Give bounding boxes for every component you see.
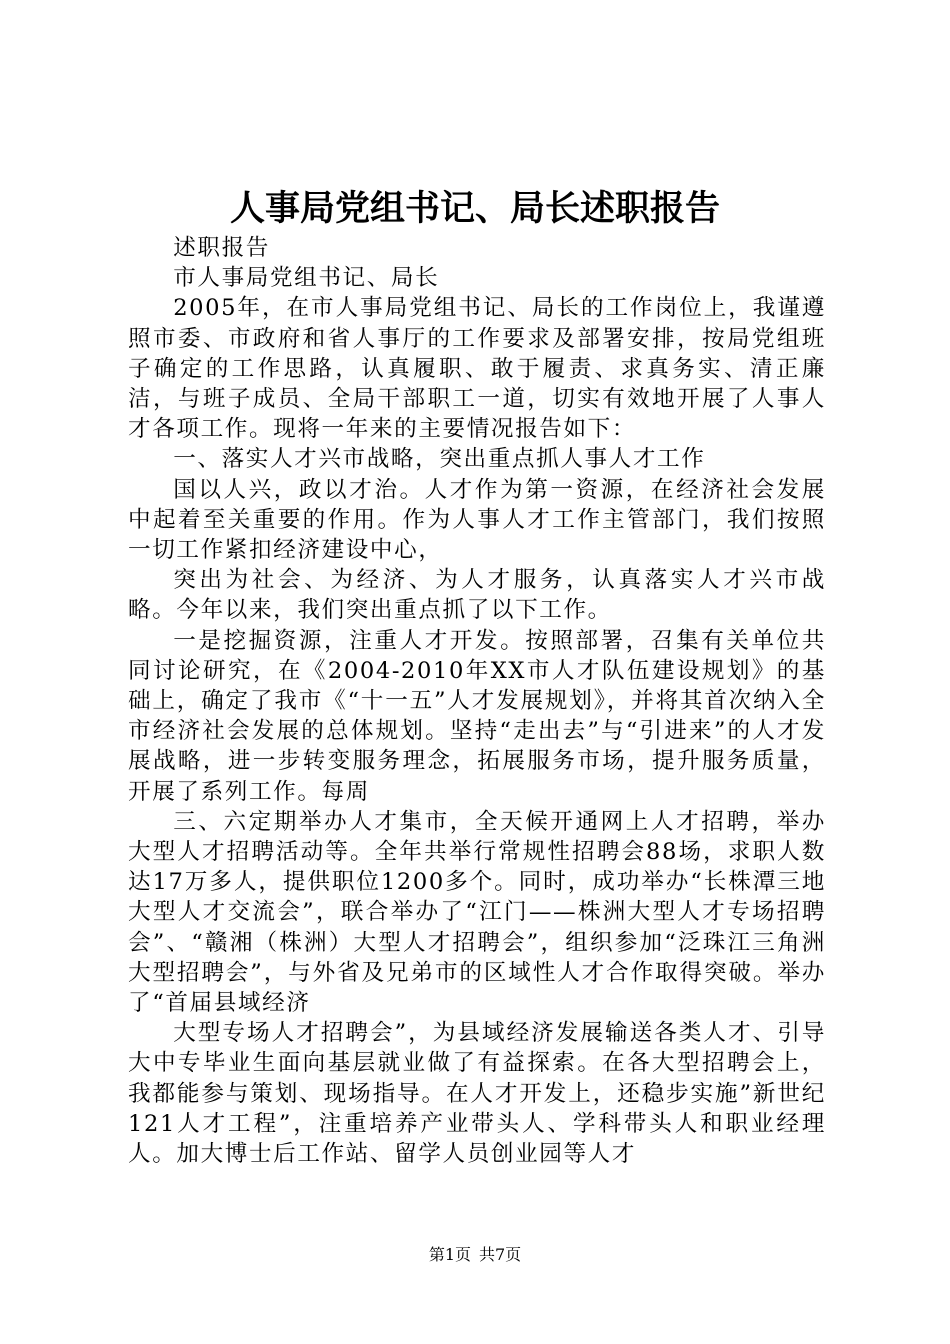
paragraph: 市人事局党组书记、局长 [173, 265, 440, 292]
page-number: 第1页 [428, 1245, 471, 1264]
paragraph: 大型专场人才招聘会”，为县域经济发展输送各类人才、引导大中专毕业生面向基层就业做了有益探索。在各大型招聘会上，我都能参与策划、现场指导。在人才开发上，还稳步实施”新世纪121人才工程”，注重培养产业带头人、学科带头人和职业经理人。加大博士后工作站、留学人员创业园等人才 [128, 1020, 826, 1168]
paragraph: 2005年，在市人事局党组书记、局长的工作岗位上，我谨遵照市委、市政府和省人事厅的工作要求及部署安排，按局党组班子确定的工作思路，认真履职、敢于履责、求真务实、清正廉洁，与班子成员、全局干部职工一道，切实有效地开展了人事人才各项工作。现将一年来的主要情况报告如下： [128, 295, 826, 443]
paragraph: 国以人兴，政以才治。人才作为第一资源，在经济社会发展中起着至关重要的作用。作为人事人才工作主管部门，我们按照一切工作紧扣经济建设中心， [128, 476, 826, 564]
paragraph: 述职报告 [173, 235, 270, 261]
paragraph: 一是挖掘资源，注重人才开发。按照部署，召集有关单位共同讨论研究，在《2004-2010年XX市人才队伍建设规划》的基础上，确定了我市《“十一五”人才发展规划》，并将其首次纳入全市经济社会发展的总体规划。坚持“走出去”与“引进来”的人才发展战略，进一步转变服务理念，拓展服务市场，提升服务质量，开展了系列工作。每周 [128, 627, 826, 805]
section-heading: 一、落实人才兴市战略，突出重点抓人事人才工作 [173, 446, 706, 473]
document-body [128, 233, 826, 1169]
page-footer [0, 1244, 950, 1266]
page-total: 共7页 [479, 1245, 522, 1264]
paragraph: 三、六定期举办人才集市，全天候开通网上人才招聘，举办大型人才招聘活动等。全年共举行常规性招聘会88场，求职人数达17万多人，提供职位1200多个。同时，成功举办“长株潭三地大型人才交流会”，联合举办了“江门——株洲大型人才专场招聘会”、“赣湘（株洲）大型人才招聘会”，组织参加“泛珠江三角洲大型招聘会”，与外省及兄弟市的区域性人才合作取得突破。举办了“首届县域经济 [128, 808, 826, 1017]
paragraph: 突出为社会、为经济、为人才服务，认真落实人才兴市战略。今年以来，我们突出重点抓了以下工作。 [128, 567, 826, 624]
document-title: 人事局党组书记、局长述职报告 [229, 188, 720, 229]
